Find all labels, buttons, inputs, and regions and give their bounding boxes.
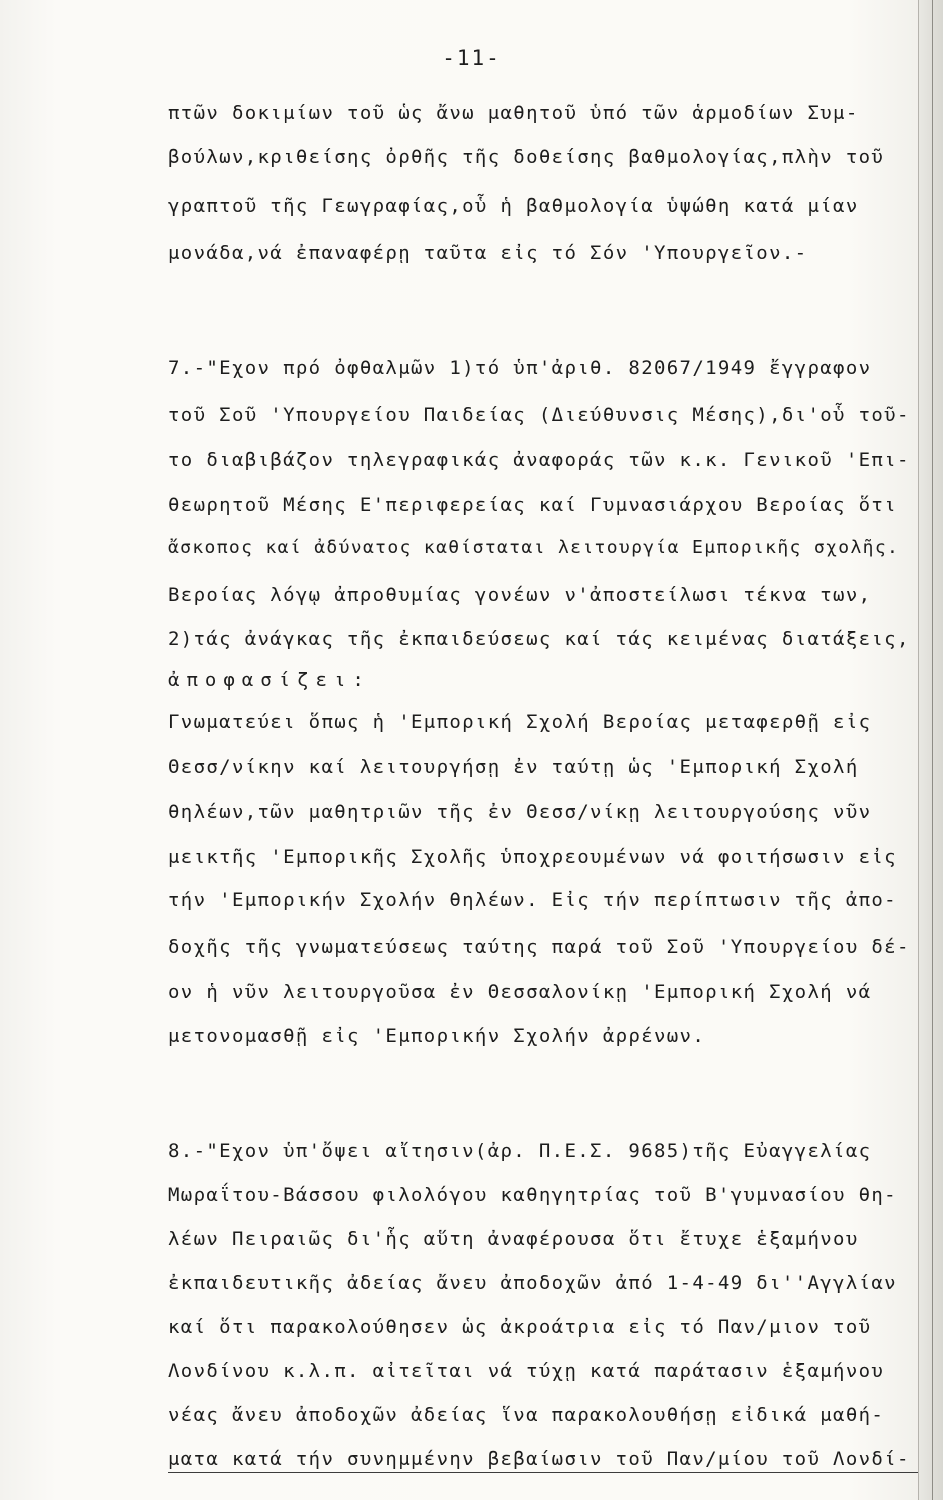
paragraph-7-line: 2)τάς ἀνάγκας τῆς ἐκπαιδεύσεως καί τάς κειμένας διατάξεις, <box>168 628 910 650</box>
paragraph-8-line: ματα κατά τήν συνημμένην βεβαίωσιν τοῦ Παν/μίου τοῦ Λονδί- <box>168 1448 910 1470</box>
text-line: γραπτοῦ τῆς Γεωγραφίας,οὗ ἡ βαθμολογία ὑψώθη κατά μίαν <box>168 195 859 217</box>
paragraph-7-line: το διαβιβάζον τηλεγραφικάς ἀναφοράς τῶν κ.κ. Γενικοῦ 'Επι- <box>168 449 910 471</box>
paragraph-8-line: ἐκπαιδευτικῆς ἀδείας ἄνευ ἀποδοχῶν ἀπό 1-4-49 δι''Αγγλίαν <box>168 1272 897 1294</box>
paragraph-8-line: 8.-"Εχον ὑπ'ὄψει αἴτησιν(ἀρ. Π.Ε.Σ. 9685)τῆς Εὐαγγελίας <box>168 1140 872 1162</box>
paragraph-7-line: τοῦ Σοῦ 'Υπουργείου Παιδείας (Διεύθυνσις Μέσης),δι'οὗ τοῦ- <box>168 404 910 426</box>
paragraph-7-line: ἄσκοπος καί ἀδύνατος καθίσταται λειτουργία Εμπορικῆς σχολῆς. <box>168 537 900 558</box>
text-line: μονάδα,νά ἐπαναφέρῃ ταῦτα εἰς τό Σόν 'Υπουργεῖον.- <box>168 242 808 264</box>
text-line: πτῶν δοκιμίων τοῦ ὡς ἄνω μαθητοῦ ὑπό τῶν ἁρμοδίων Συμ- <box>168 102 859 124</box>
paragraph-7-line: μετονομασθῇ εἰς 'Εμπορικήν Σχολήν ἀρρένων. <box>168 1025 706 1047</box>
paragraph-7-line: μεικτῆς 'Εμπορικῆς Σχολῆς ὑποχρεουμένων νά φοιτήσωσιν εἰς <box>168 846 897 868</box>
paragraph-7-line: Θεσσ/νίκην καί λειτουργήσῃ ἐν ταύτῃ ὡς 'Εμπορική Σχολή <box>168 756 859 778</box>
page-edge-line <box>932 0 933 1500</box>
paragraph-8-line: νέας ἄνευ ἀποδοχῶν ἀδείας ἵνα παρακολουθήσῃ εἰδικά μαθή- <box>168 1404 885 1426</box>
paragraph-7-line: Γνωματεύει ὅπως ἡ 'Εμπορική Σχολή Βεροίας μεταφερθῇ εἰς <box>168 711 872 733</box>
paragraph-8-line: Μωραΐτου-Βάσσου φιλολόγου καθηγητρίας τοῦ Β'γυμνασίου θη- <box>168 1184 897 1206</box>
paragraph-7-line: ον ἡ νῦν λειτουργοῦσα ἐν Θεσσαλονίκῃ 'Εμπορική Σχολή νά <box>168 981 872 1003</box>
paragraph-7-line: 7.-"Εχον πρό ὀφθαλμῶν 1)τό ὑπ'ἀριθ. 82067/1949 ἔγγραφον <box>168 357 872 379</box>
paragraph-7-line: τήν 'Εμπορικήν Σχολήν θηλέων. Εἰς τήν περίπτωσιν τῆς ἀπο- <box>168 889 897 911</box>
paragraph-8-line: Λονδίνου κ.λ.π. αἰτεῖται νά τύχῃ κατά παράτασιν ἑξαμήνου <box>168 1360 885 1382</box>
paragraph-8-line: λέων Πειραιῶς δι'ἧς αὕτη ἀναφέρουσα ὅτι ἔτυχε ἑξαμήνου <box>168 1228 859 1250</box>
page-number: -11- <box>442 46 501 70</box>
paragraph-7-line: δοχῆς τῆς γνωματεύσεως ταύτης παρά τοῦ Σοῦ 'Υπουργείου δέ- <box>168 936 910 958</box>
bottom-rule <box>168 1472 918 1473</box>
page-edge <box>918 0 943 1500</box>
paragraph-7-line: θεωρητοῦ Μέσης Ε'περιφερείας καί Γυμνασιάρχου Βεροίας ὅτι <box>168 494 897 516</box>
text-line: βούλων,κριθείσης ὀρθῆς τῆς δοθείσης βαθμολογίας,πλὴν τοῦ <box>168 146 885 168</box>
paragraph-8-line: καί ὅτι παρακολούθησεν ὡς ἀκροάτρια εἰς τό Παν/μιον τοῦ <box>168 1316 872 1338</box>
paragraph-7-line: Βεροίας λόγῳ ἀπροθυμίας γονέων ν'ἀποστείλωσι τέκνα των, <box>168 584 872 606</box>
paragraph-7-line: θηλέων,τῶν μαθητριῶν τῆς ἐν Θεσσ/νίκῃ λειτουργούσης νῦν <box>168 801 872 823</box>
decision-heading: ἀποφασίζει: <box>168 669 371 691</box>
